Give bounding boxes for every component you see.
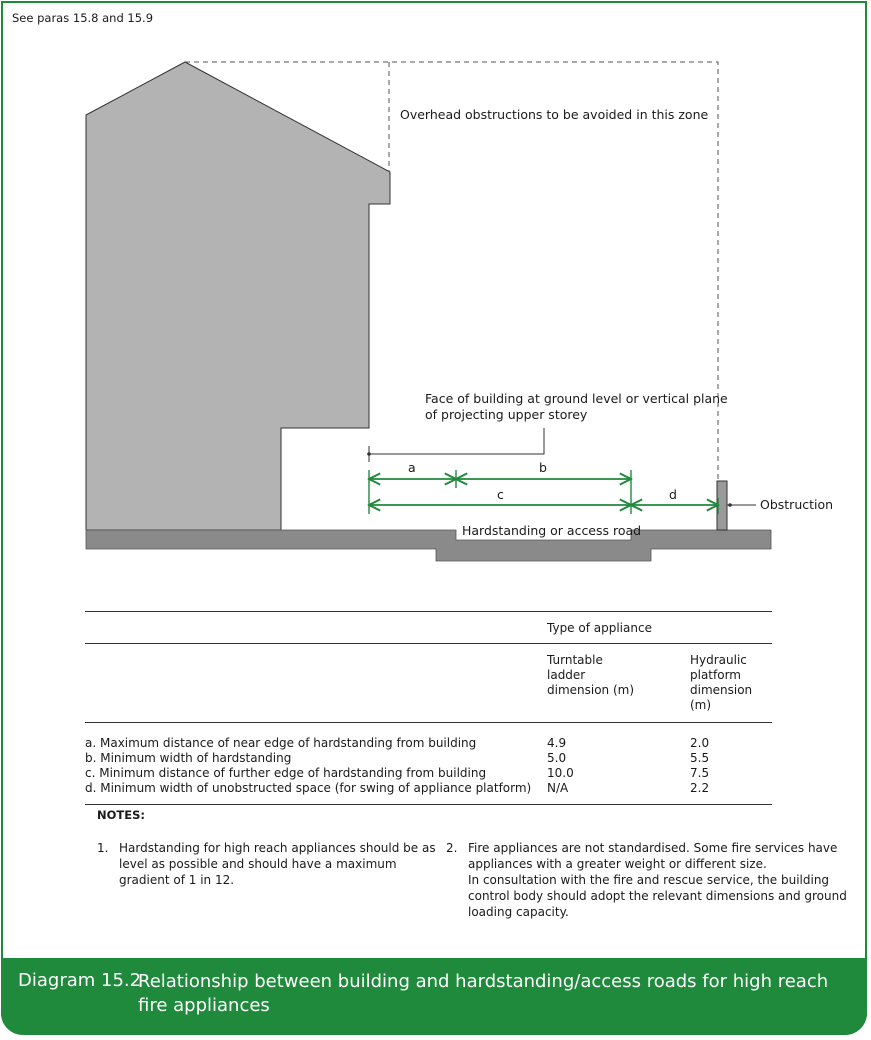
dimension-a-label: a	[408, 460, 416, 475]
dimension-c-label: c	[497, 487, 504, 502]
dimension-d-label: d	[669, 487, 677, 502]
face-of-building-leader	[369, 428, 544, 454]
turntable-ladder-header: Turntable ladder dimension (m)	[547, 653, 635, 697]
hardstanding-label: Hardstanding or access road	[462, 523, 642, 538]
dimension-b-label: b	[539, 460, 547, 475]
type-of-appliance-header: Type of appliance	[547, 621, 652, 635]
diagram-title: Relationship between building and hardstanding/access roads for high reach fire appliances	[138, 971, 829, 1016]
overhead-zone-label: Overhead obstructions to be avoided in this zone	[400, 107, 709, 122]
dimension-lines	[369, 470, 718, 514]
table-row: c. Minimum distance of further edge of hardstanding from building 10.0 7.5	[85, 766, 710, 780]
face-of-building-label-line2: of projecting upper storey	[425, 407, 588, 422]
paragraph-reference: See paras 15.8 and 15.9	[12, 11, 154, 25]
note-2: 2. Fire appliances are not standardised. Some fire services have appliances with a greater weight or different size. In consultation with the fire and rescue service, the building control body should adopt the relevant dimensions and ground loading capacity.	[446, 841, 847, 919]
notes-heading: NOTES:	[97, 808, 145, 822]
diagram-number: Diagram 15.2	[18, 970, 142, 991]
building-silhouette	[86, 62, 390, 530]
face-of-building-label-line1: Face of building at ground level or vertical plane	[425, 391, 728, 406]
caption-banner	[1, 958, 867, 1035]
table-row: d. Minimum width of unobstructed space (for swing of appliance platform) N/A 2.2	[85, 781, 772, 805]
ground-section	[86, 530, 771, 561]
dimensions-table	[85, 611, 772, 805]
obstruction-label: Obstruction	[760, 497, 834, 512]
table-row: a. Maximum distance of near edge of hardstanding from building 4.9 2.0	[85, 723, 772, 752]
table-row: b. Minimum width of hardstanding 5.0 5.5	[85, 751, 710, 765]
hydraulic-platform-header: Hydraulic platform dimension (m)	[690, 653, 753, 712]
note-1: 1. Hardstanding for high reach appliances should be as level as possible and should have a maximum gradient of 1 in 12.	[97, 841, 436, 887]
